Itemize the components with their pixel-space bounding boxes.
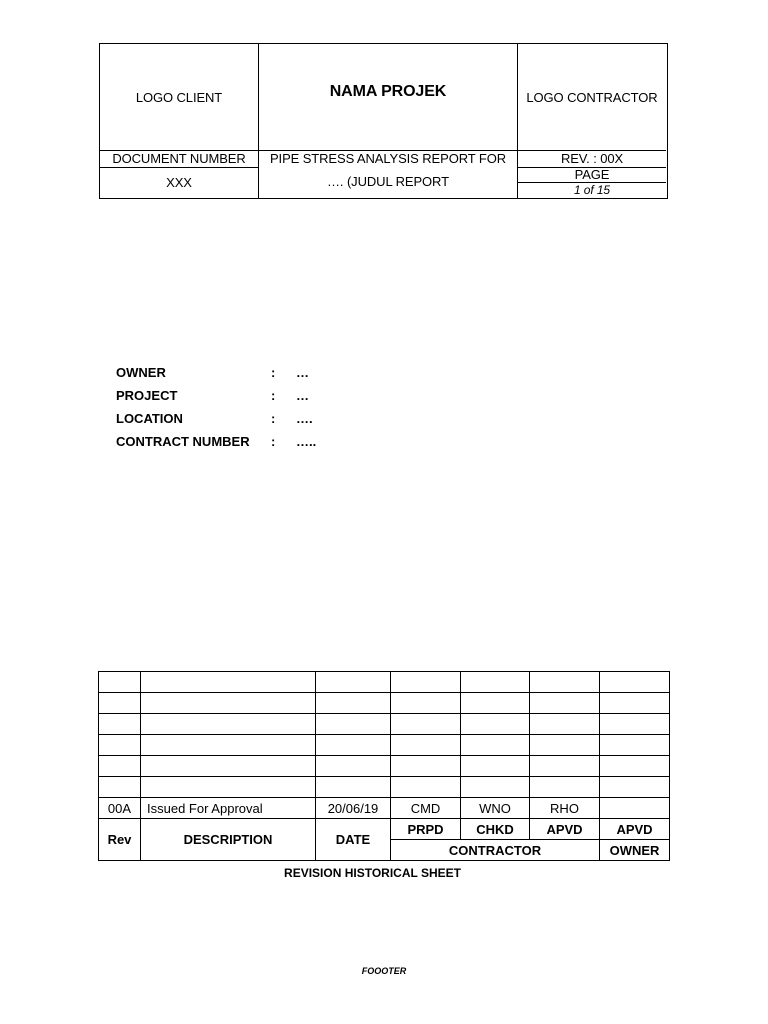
revision-number: REV. : 00X: [560, 151, 624, 166]
info-colon: :: [271, 434, 276, 449]
revision-sheet-title: REVISION HISTORICAL SHEET: [284, 866, 461, 880]
table-header-row: [99, 819, 670, 840]
document-number-label: DOCUMENT NUMBER: [112, 151, 246, 166]
header-chkd: CHKD: [461, 819, 530, 840]
header-owner-apvd: APVD: [600, 819, 670, 840]
prpd-cell: CMD: [391, 798, 461, 819]
header-description: DESCRIPTION: [141, 819, 316, 861]
table-row: [99, 756, 670, 777]
revision-table: [98, 671, 670, 861]
info-label: CONTRACT NUMBER: [116, 434, 250, 449]
table-row: [99, 798, 670, 819]
owner-apvd-cell: [600, 798, 670, 819]
page-footer: FOOOTER: [361, 966, 407, 976]
table-row: [99, 735, 670, 756]
report-title-line1: PIPE STRESS ANALYSIS REPORT FOR: [269, 151, 507, 166]
document-number-value: XXX: [166, 175, 192, 190]
info-colon: :: [271, 365, 276, 380]
date-cell: 20/06/19: [316, 798, 391, 819]
header-date: DATE: [316, 819, 391, 861]
info-label: LOCATION: [116, 411, 183, 426]
apvd-cell: RHO: [530, 798, 600, 819]
document-header: [99, 43, 668, 199]
header-contractor: CONTRACTOR: [391, 840, 600, 861]
header-apvd: APVD: [530, 819, 600, 840]
logo-client: LOGO CLIENT: [135, 89, 223, 105]
page-value: 1 of 15: [574, 183, 610, 197]
header-rev: Rev: [99, 819, 141, 861]
info-value: ….: [296, 411, 313, 426]
table-row: [99, 693, 670, 714]
rev-cell: 00A: [99, 798, 141, 819]
info-label: PROJECT: [116, 388, 178, 403]
info-label: OWNER: [116, 365, 166, 380]
info-colon: :: [271, 411, 276, 426]
table-row: [99, 672, 670, 693]
info-value: …..: [296, 434, 317, 449]
header-owner: OWNER: [600, 840, 670, 861]
description-cell: Issued For Approval: [141, 798, 316, 819]
table-row: [99, 714, 670, 735]
logo-contractor: LOGO CONTRACTOR: [526, 89, 658, 105]
header-prpd: PRPD: [391, 819, 461, 840]
chkd-cell: WNO: [461, 798, 530, 819]
report-title-line2: …. (JUDUL REPORT: [327, 173, 449, 189]
page-label: PAGE: [574, 167, 610, 182]
table-row: [99, 777, 670, 798]
info-value: …: [296, 365, 309, 380]
project-name: NAMA PROJEK: [329, 83, 447, 100]
info-colon: :: [271, 388, 276, 403]
info-value: …: [296, 388, 309, 403]
